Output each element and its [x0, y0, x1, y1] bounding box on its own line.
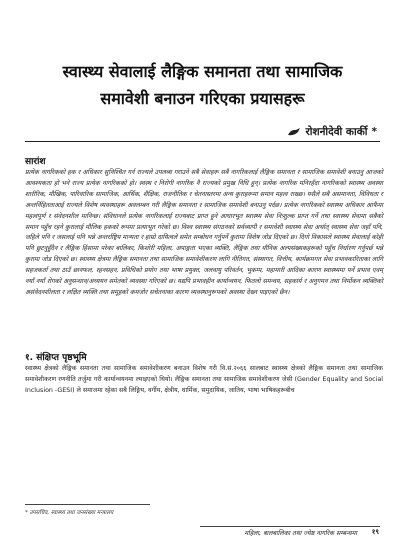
footer-divider: [200, 526, 380, 527]
author-name: रोशनीदेवी कार्की: [305, 126, 368, 138]
pen-icon: [287, 127, 301, 137]
page-number: १९: [371, 528, 379, 536]
author-footnote-mark: *: [371, 126, 377, 138]
footer-journal-title: महिला, बालबालिका तथा ज्येष्ठ नागरिक सम्बन्धमा: [244, 530, 357, 537]
title-divider: [25, 141, 380, 142]
abstract-heading: सारांश: [25, 157, 46, 167]
abstract-text: प्रत्येक नागरिकको हक र अधिकार सुनिश्चित गर्न राज्यले उपलब्ध गराउने सबै सेवाहरू सबै नागरिकलाई लैङ्गिक समानता र सामाजिक समावेशी बनाउनु आजको आवश्यकता हो भने राज्य प्रत्येक नागरिकको हो। स्वस्थ र निरोगी नागरिक नै राज्यको प्रमुख निधि हुन्। प्रत्येक नागरिक मनिरहँदा नागरिकको स्वास्थ्य अवस्था शारीरिक, मौखिक, पारिवारिक सामाजिक, आर्थिक, शैक्षिक, राजनीतिक र चेतनास्तरमा अन्य कुराहरूमा समान महत्व राख्छ। यसैले सबै असमानता, विविधता र अन्तर्निहितताआई राज्यले विशेष व्यवस्थाहरू अवलम्बन गरी लैङ्गिक समानता र सामाजिक समावेशी बनाउनु पर्दछ। प्रत्येक नागरिकको स्वास्थ्य अधिकार आफैमा महत्वपूर्ण र संवेदनशील मानिन्छ। संविधानले प्रत्येक नागरिकलाई राज्यबाट प्राप्त हुने आधारभूत स्वास्थ्य सेवा निःशुल्क प्राप्त गर्ने तथा स्वास्थ्य सेवामा सबैको समान पहुँच रहने कुरालाई मौलिक हकको रूपमा प्रत्याभूत गरेको छ। विश्व स्वास्थ्य संगठनको सर्वव्यापी र समावेशी स्वास्थ्य सेवा अर्थात् स्वास्थ्य सेवा जहाँ पनि, जहिले पनि र जसलाई पनि भन्ने अन्तर्राष्ट्रिय मान्यता र हाम्रो दायित्वले समेत सम्बोधन गर्नुपर्ने कुरामा विशेष जोड दिएको छ। दिगो विकासले स्वास्थ्य सेवालाई कोही पनि छुटनुहुँदैन र लैङ्गिक हिंसामा परेका बालिका, किशोरी महिला, अपाङ्गता भएका व्यक्ति, लैङ्गिक तथा यौनिक अल्पसंख्यकहरूको पहुँच निर्धारण गर्नुपर्छ भन्ने कुरामा जोड दिएको छ। स्वास्थ्य क्षेत्रमा लैङ्गिक समानता तथा सामाजिक समावेशीकरण लागि नीतिगत, संस्थागत, वित्तीय, कार्यक्रमगत सेवा प्रभावकारिताका लागि सहजकर्ता तथा ठाउँ छानफल, रहनसहन, प्रविधिको प्रयोग तथा भाषा प्रयुक्त, जलवायु परिवर्तन, भूकम्प, महामारी आदिका कारण स्वास्थ्यमा पर्ने प्रभाव एवम् नयाँ नयाँ रोगको अनुसन्धान/अध्ययन समेतको व्यवस्था गरिएको छ। यद्यपि प्रभावहीन कार्यान्वयन, फितलो समन्वय, सहकार्य र अनुगमन तथा निर्मोकन व्यक्तिको असंवेदनशीलता र लक्षित व्यक्ति तथा समूहको कमजोर सचेतनाका कारण व्यवस्थानुरूपको अवस्था देख्न पाइएको छैन।: [25, 169, 383, 296]
footnote-divider: [25, 504, 150, 505]
page-footer: [0, 526, 405, 540]
author-byline: [287, 125, 377, 139]
footnote: * उपसचिव, स्वास्थ्य तथा जनसंख्या मन्त्रालय: [25, 510, 114, 516]
section-body-text: स्वास्थ्य क्षेत्रको लैङ्गिक समानता तथा सामाजिक समावेशीकरण बनाउन विशेष गरी वि.सं.२०६६ सालबाट स्वास्थ्य क्षेत्रको लैङ्गिक समानता तथा सामाजिक समावेशीकरण रणनीति तर्जुमा गरी कार्यान्वयनमा ल्याइएको थियो। लैङ्गिक समानता तथा सामाजिक समावेशीकरण जेसी (Gender Equality and Social Inclusion -GESI) ले समाजमा रहेका सबै लिङ्गिय, वर्गीय, क्षेत्रीय, धार्मिक, समुदायिक, जातिय, भाषा भाषिकहरूबीच: [25, 365, 383, 395]
section-heading-background: १. संक्षिप्त पृष्ठभूमि: [25, 353, 87, 363]
title-line-2: समावेशी बनाउन गरिएका प्रयासहरू: [100, 89, 305, 108]
title-line-1: स्वास्थ्य सेवालाई लैङ्गिक समानता तथा सामाजिक: [62, 62, 343, 81]
article-title: [20, 58, 385, 112]
